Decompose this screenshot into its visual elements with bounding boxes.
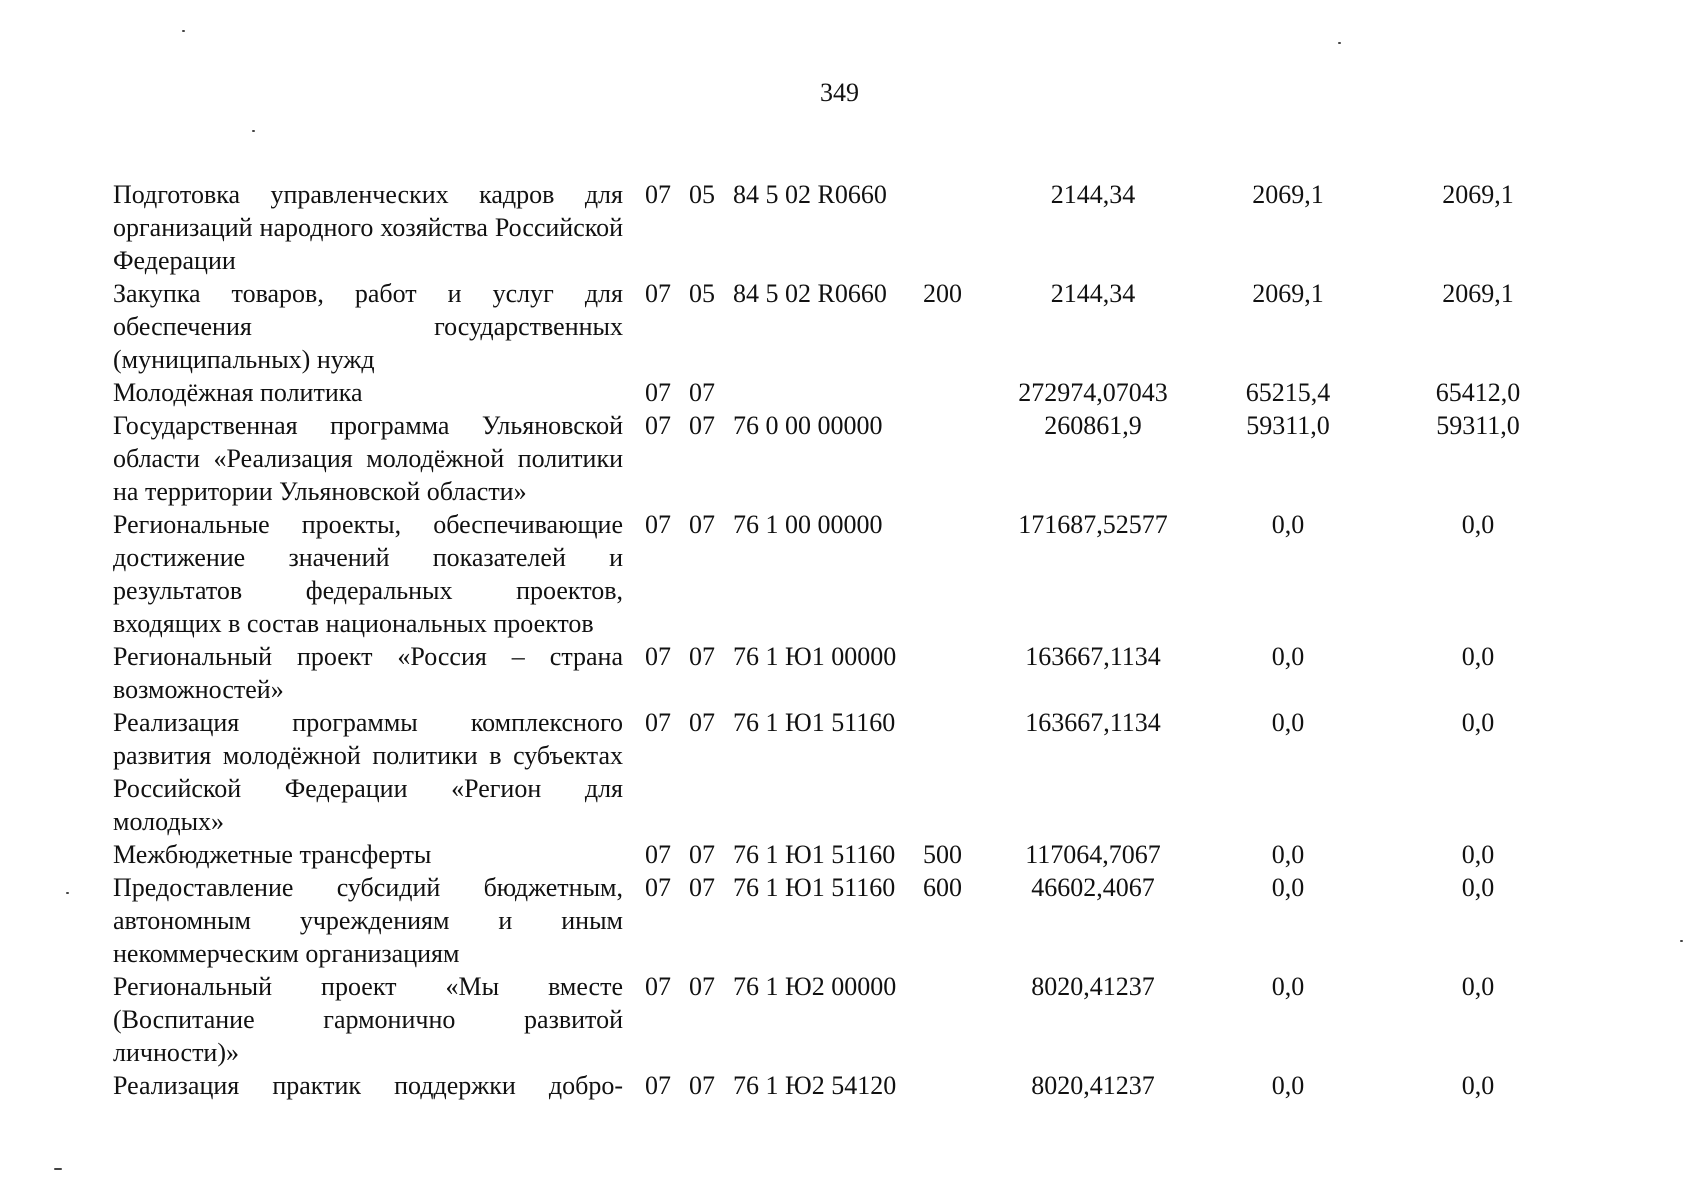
row-amount-year1: 260861,9: [1044, 411, 1142, 440]
row-amount-year3: 65412,0: [1435, 378, 1521, 407]
row-name: Государственная программа Ульяновской области «Реализация молодёжной политики на территории Ульяновской области»: [113, 411, 623, 506]
table-row: [113, 640, 1573, 706]
row-expense-type: [923, 1069, 993, 1102]
row-razdel: 07: [645, 873, 671, 902]
row-amount-year1: 163667,1134: [1025, 642, 1161, 671]
row-razdel: 07: [645, 510, 671, 539]
table-row: [113, 706, 1573, 838]
row-expense-type: 600: [923, 873, 962, 902]
row-expense-type: [923, 178, 993, 277]
row-amount-year2: 0,0: [1271, 642, 1305, 671]
row-expense-type: 200: [923, 279, 962, 308]
row-amount-year3: 2069,1: [1442, 180, 1514, 209]
table-row: [113, 871, 1573, 970]
row-amount-year2: 0,0: [1271, 1071, 1305, 1100]
table-row: [113, 970, 1573, 1069]
row-expense-type: [923, 508, 993, 640]
row-podrazdel: 07: [689, 708, 715, 737]
row-amount-year3: 0,0: [1461, 840, 1495, 869]
row-amount-year1: 46602,4067: [1031, 873, 1155, 902]
table-row: [113, 1069, 1573, 1102]
row-expense-type: 500: [923, 840, 962, 869]
row-amount-year3: 0,0: [1461, 873, 1495, 902]
row-name: Подготовка управленческих кадров для организаций народного хозяйства Российской Федерации: [113, 180, 623, 275]
budget-table: [113, 178, 1573, 1102]
row-name: Закупка товаров, работ и услуг для обеспечения государственных (муниципальных) нужд: [113, 279, 623, 374]
row-name: Региональный проект «Россия – страна возможностей»: [113, 642, 623, 704]
row-amount-year1: 117064,7067: [1025, 840, 1161, 869]
row-name: Региональные проекты, обеспечивающие достижение значений показателей и результатов федеральных проектов, входящих в состав национальных проектов: [113, 510, 623, 638]
row-amount-year3: 0,0: [1461, 1071, 1495, 1100]
table-row: [113, 178, 1573, 277]
row-amount-year1: 8020,41237: [1031, 1071, 1155, 1100]
row-amount-year2: 0,0: [1271, 708, 1305, 737]
row-target-article: 76 1 00 00000: [733, 510, 883, 539]
row-amount-year2: 2069,1: [1252, 279, 1324, 308]
row-amount-year3: 0,0: [1461, 642, 1495, 671]
row-razdel: 07: [645, 180, 671, 209]
row-amount-year2: 2069,1: [1252, 180, 1324, 209]
table-row: [113, 277, 1573, 376]
row-amount-year3: 0,0: [1461, 972, 1495, 1001]
row-razdel: 07: [645, 708, 671, 737]
page-number: 349: [820, 78, 859, 107]
row-razdel: 07: [645, 840, 671, 869]
row-podrazdel: 07: [689, 378, 715, 407]
row-amount-year2: 0,0: [1271, 840, 1305, 869]
row-expense-type: [923, 376, 993, 409]
row-podrazdel: 07: [689, 840, 715, 869]
row-amount-year1: 2144,34: [1050, 180, 1136, 209]
scan-speck: [182, 30, 185, 32]
row-target-article: 84 5 02 R0660: [733, 279, 887, 308]
scan-speck: [1680, 940, 1683, 942]
row-razdel: 07: [645, 972, 671, 1001]
table-row: [113, 409, 1573, 508]
row-target-article: 76 1 Ю2 54120: [733, 1071, 897, 1100]
row-podrazdel: 07: [689, 642, 715, 671]
table-row: [113, 508, 1573, 640]
row-razdel: 07: [645, 279, 671, 308]
row-amount-year2: 0,0: [1271, 873, 1305, 902]
row-amount-year1: 171687,52577: [1018, 510, 1168, 539]
row-amount-year1: 272974,07043: [1018, 378, 1168, 407]
row-target-article: 76 1 Ю1 51160: [733, 708, 896, 737]
row-podrazdel: 07: [689, 510, 715, 539]
row-amount-year2: 59311,0: [1246, 411, 1330, 440]
row-amount-year3: 0,0: [1461, 708, 1495, 737]
row-podrazdel: 07: [689, 873, 715, 902]
row-amount-year2: 0,0: [1271, 510, 1305, 539]
row-razdel: 07: [645, 378, 671, 407]
row-name: Межбюджетные трансферты: [113, 840, 432, 869]
scan-speck: [54, 1168, 62, 1170]
row-name: Реализация программы комплексного развития молодёжной политики в субъектах Российской Федерации «Регион для молодых»: [113, 708, 623, 836]
row-amount-year1: 8020,41237: [1031, 972, 1155, 1001]
row-target-article: 76 1 Ю2 00000: [733, 972, 897, 1001]
row-podrazdel: 05: [689, 279, 715, 308]
row-name: Реализация практик поддержки добро-: [113, 1071, 623, 1100]
scan-speck: [66, 892, 69, 894]
row-podrazdel: 07: [689, 411, 715, 440]
row-expense-type: [923, 409, 993, 508]
row-name: Региональный проект «Мы вместе (Воспитание гармонично развитой личности)»: [113, 972, 623, 1067]
row-amount-year3: 0,0: [1461, 510, 1495, 539]
row-podrazdel: 07: [689, 972, 715, 1001]
table-row: [113, 376, 1573, 409]
row-razdel: 07: [645, 411, 671, 440]
row-amount-year1: 2144,34: [1050, 279, 1136, 308]
row-target-article: 76 1 Ю1 00000: [733, 642, 897, 671]
table-row: [113, 838, 1573, 871]
row-amount-year3: 2069,1: [1442, 279, 1514, 308]
row-expense-type: [923, 706, 993, 838]
row-target-article: 84 5 02 R0660: [733, 180, 887, 209]
row-amount-year1: 163667,1134: [1025, 708, 1161, 737]
row-amount-year3: 59311,0: [1436, 411, 1520, 440]
row-expense-type: [923, 640, 993, 706]
scan-speck: [1338, 42, 1341, 44]
row-podrazdel: 07: [689, 1071, 715, 1100]
row-target-article: 76 0 00 00000: [733, 411, 883, 440]
row-name: Предоставление субсидий бюджетным, автономным учреждениям и иным некоммерческим организациям: [113, 873, 623, 968]
scan-speck: [252, 130, 255, 132]
row-amount-year2: 0,0: [1271, 972, 1305, 1001]
row-amount-year2: 65215,4: [1245, 378, 1331, 407]
row-podrazdel: 05: [689, 180, 715, 209]
row-name: Молодёжная политика: [113, 378, 363, 407]
row-razdel: 07: [645, 1071, 671, 1100]
row-target-article: 76 1 Ю1 51160: [733, 840, 896, 869]
row-target-article: [733, 376, 923, 409]
row-target-article: 76 1 Ю1 51160: [733, 873, 896, 902]
row-expense-type: [923, 970, 993, 1069]
row-razdel: 07: [645, 642, 671, 671]
